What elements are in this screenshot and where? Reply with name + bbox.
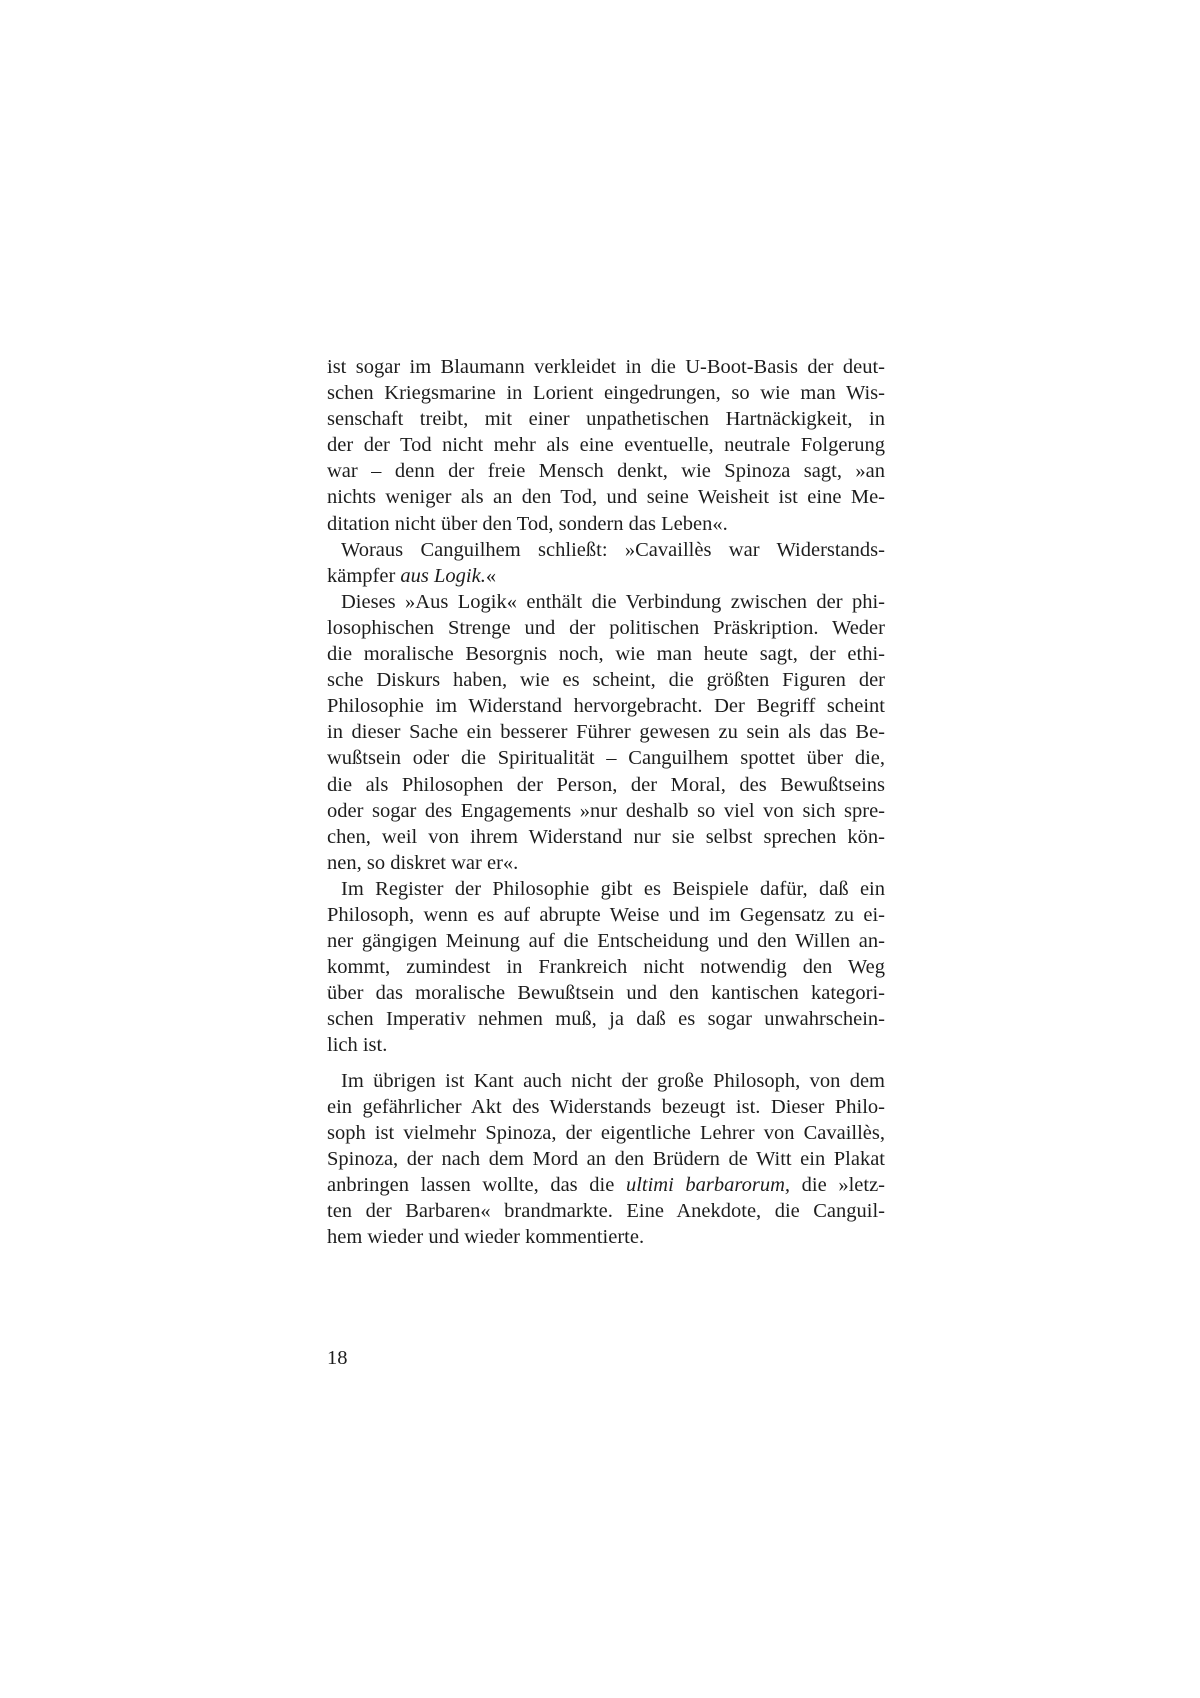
text-line: Im Register der Philosophie gibt es Beispiele dafür, daß ein bbox=[341, 877, 885, 900]
paragraph-1 bbox=[327, 354, 885, 537]
text-line: die moralische Besorgnis noch, wie man heute sagt, der ethi- bbox=[327, 643, 885, 666]
text-line: soph ist vielmehr Spinoza, der eigentliche Lehrer von Cavaillès, bbox=[327, 1121, 885, 1144]
text-line: Dieses »Aus Logik« enthält die Verbindung zwischen der phi- bbox=[341, 590, 885, 613]
text-line: chen, weil von ihrem Widerstand nur sie selbst sprechen kön- bbox=[327, 825, 885, 848]
text-line: Woraus Canguilhem schließt: »Cavaillès war Widerstands- bbox=[341, 538, 885, 561]
text-line: Spinoza, der nach dem Mord an den Brüdern de Witt ein Plakat bbox=[327, 1147, 885, 1170]
text-line: über das moralische Bewußtsein und den kantischen kategori- bbox=[327, 982, 885, 1005]
text-line: ten der Barbaren« brandmarkte. Eine Anekdote, die Canguil- bbox=[327, 1200, 885, 1222]
text-line: Philosoph, wenn es auf abrupte Weise und im Gegensatz zu ei- bbox=[327, 903, 885, 926]
text-line: ein gefährlicher Akt des Widerstands bezeugt ist. Dieser Philo- bbox=[327, 1095, 885, 1118]
text-line: Philosophie im Widerstand hervorgebracht. Der Begriff scheint bbox=[327, 695, 885, 718]
italic-text: aus Logik. bbox=[400, 564, 486, 587]
text-line: oder sogar des Engagements »nur deshalb so viel von sich spre- bbox=[327, 799, 885, 822]
text-line: nichts weniger als an den Tod, und seine Weisheit ist eine Me- bbox=[327, 486, 885, 509]
italic-text: ultimi barbarorum, bbox=[625, 1173, 791, 1196]
paragraph-5 bbox=[327, 1068, 885, 1251]
text-span: die »letz- bbox=[790, 1173, 885, 1196]
paragraph-2 bbox=[327, 537, 885, 589]
text-span: « bbox=[485, 564, 497, 587]
text-line bbox=[327, 1172, 885, 1198]
paragraph-3 bbox=[327, 589, 885, 876]
text-line: der der Tod nicht mehr als eine eventuelle, neutrale Folgerung bbox=[327, 434, 885, 457]
text-span: kämpfer bbox=[327, 564, 401, 587]
text-line: hem wieder und wieder kommentierte. bbox=[327, 1226, 645, 1249]
text-line: nen, so diskret war er«. bbox=[327, 851, 519, 874]
text-line: ditation nicht über den Tod, sondern das Leben«. bbox=[327, 512, 728, 535]
text-span: anbringen lassen wollte, das die bbox=[327, 1173, 626, 1196]
paragraph-4 bbox=[327, 876, 885, 1059]
text-line: ner gängigen Meinung auf die Entscheidung und den Willen an- bbox=[327, 930, 885, 953]
text-line: senschaft treibt, mit einer unpathetischen Hartnäckigkeit, in bbox=[327, 408, 885, 431]
text-line bbox=[327, 563, 885, 589]
text-line: wußtsein oder die Spiritualität – Canguilhem spottet über die, bbox=[327, 747, 885, 770]
text-line: Im übrigen ist Kant auch nicht der große Philosoph, von dem bbox=[341, 1069, 885, 1092]
text-line: in dieser Sache ein besserer Führer gewesen zu sein als das Be- bbox=[327, 721, 885, 744]
text-line: kommt, zumindest in Frankreich nicht notwendig den Weg bbox=[327, 956, 885, 979]
text-line: schen Imperativ nehmen muß, ja daß es sogar unwahrschein- bbox=[327, 1008, 885, 1031]
text-line: losophischen Strenge und der politischen Präskription. Weder bbox=[327, 616, 885, 639]
body-text bbox=[327, 354, 885, 1250]
text-line: sche Diskurs haben, wie es scheint, die größten Figuren der bbox=[327, 669, 885, 692]
text-line: war – denn der freie Mensch denkt, wie Spinoza sagt, »an bbox=[327, 460, 885, 483]
text-line: schen Kriegsmarine in Lorient eingedrungen, so wie man Wis- bbox=[327, 382, 885, 405]
page-number: 18 bbox=[327, 1347, 348, 1369]
text-line: lich ist. bbox=[327, 1034, 388, 1057]
text-line: ist sogar im Blaumann verkleidet in die U-Boot-Basis der deut- bbox=[327, 356, 885, 378]
text-line: die als Philosophen der Person, der Moral, des Bewußtseins bbox=[327, 773, 885, 796]
